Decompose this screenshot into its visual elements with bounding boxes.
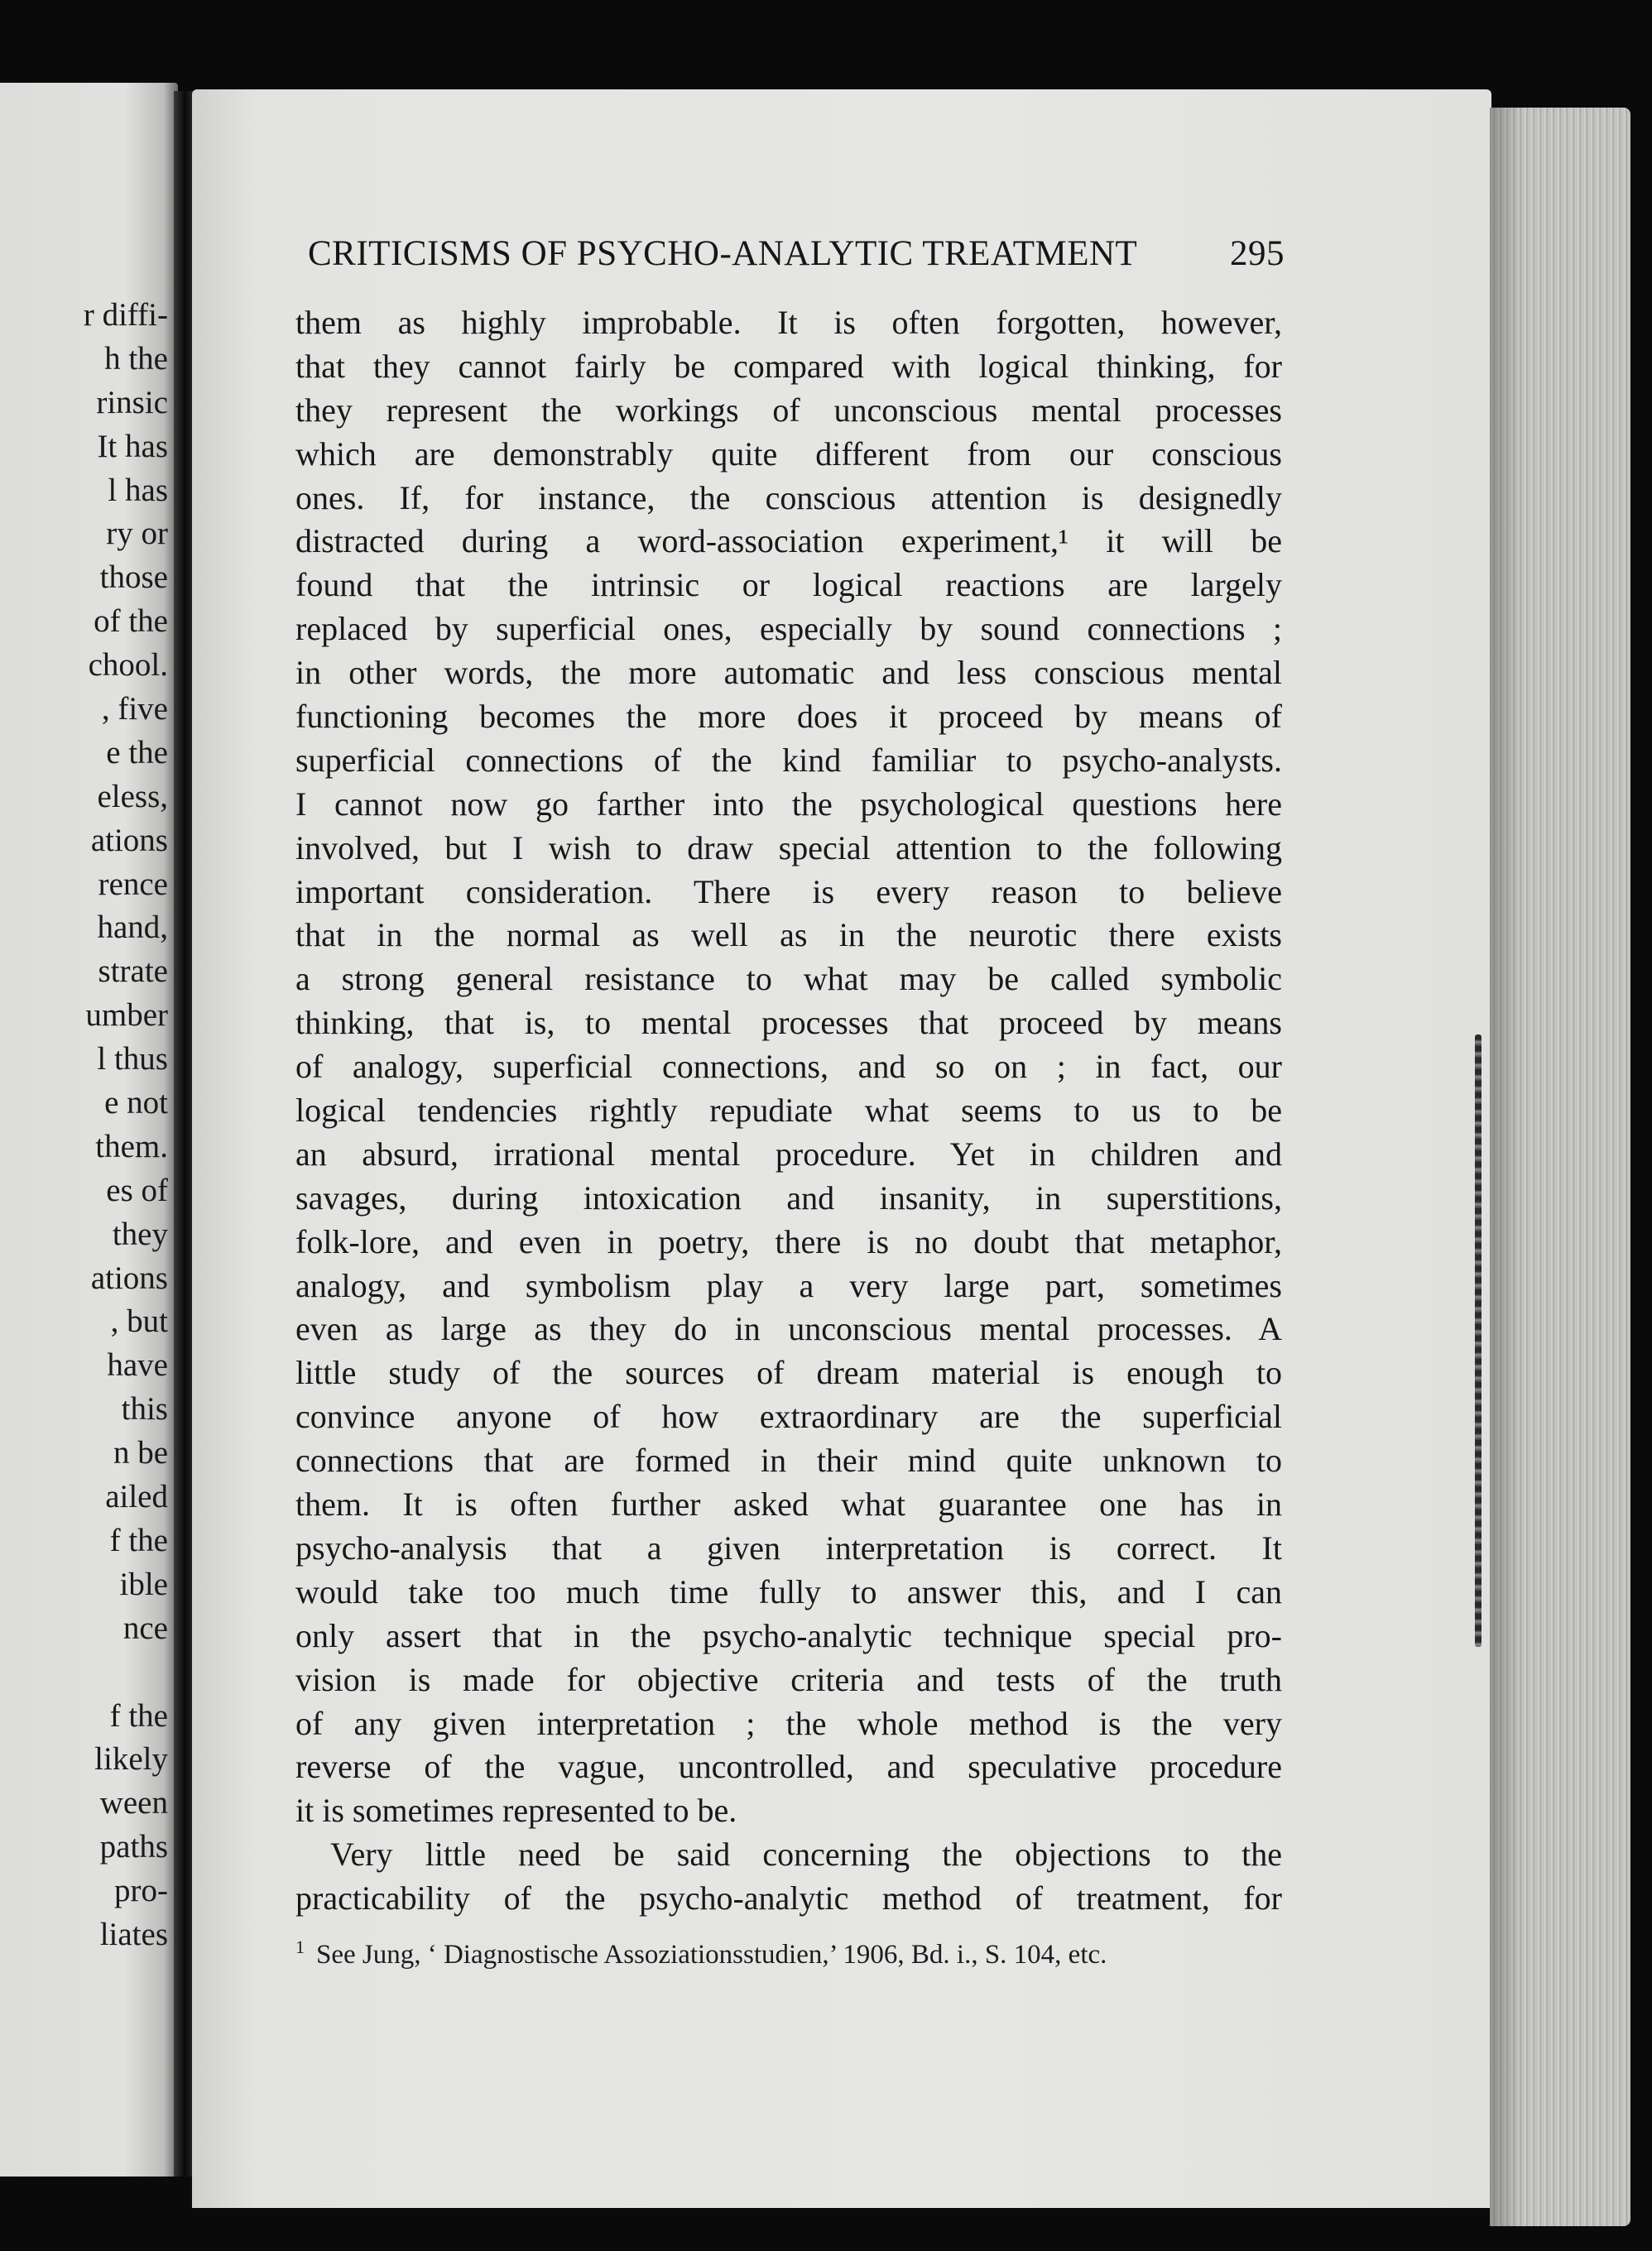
text-line: psycho-analysis that a given interpretation is correct. It (295, 1529, 1282, 1567)
footnote-marker: 1 (295, 1937, 305, 1957)
previous-page-line: It has (97, 428, 168, 464)
previous-page-line: umber (85, 997, 168, 1034)
text-line: that in the normal as well as in the neurotic there exists (295, 916, 1282, 954)
previous-page-line: h the (104, 340, 168, 377)
text-line: that they cannot fairly be compared with logical thinking, for (295, 347, 1282, 385)
previous-page-line: those (99, 559, 168, 596)
previous-page-line: e not (104, 1085, 168, 1121)
previous-page-line: they (112, 1216, 168, 1252)
previous-page (0, 83, 178, 2177)
paragraph-start-line: Very little need be said concerning the objections to the (330, 1836, 1282, 1874)
text-line: important consideration. There is every reason to believe (295, 872, 1282, 910)
previous-page-line: them. (95, 1128, 168, 1164)
text-line: savages, during intoxication and insanity, in superstitions, (295, 1178, 1282, 1217)
previous-page-line: of the (94, 603, 168, 640)
text-line: I cannot now go farther into the psychological questions here (295, 785, 1282, 823)
text-line: folk-lore, and even in poetry, there is no doubt that metaphor, (295, 1222, 1282, 1260)
text-line: found that the intrinsic or logical reactions are largely (295, 566, 1282, 604)
text-line: a strong general resistance to what may be called symbolic (295, 960, 1282, 998)
text-line: connections that are formed in their mind quite unknown to (295, 1442, 1282, 1480)
previous-page-line: , but (110, 1303, 168, 1340)
previous-page-line: ween (99, 1785, 168, 1821)
running-header-title: CRITICISMS OF PSYCHO-ANALYTIC TREATMENT (308, 234, 1138, 273)
previous-page-line: f the (109, 1522, 168, 1558)
text-line: of any given interpretation ; the whole method is the very (295, 1704, 1282, 1742)
text-line: only assert that in the psycho-analytic technique special pro- (295, 1616, 1282, 1654)
text-line: practicability of the psycho-analytic method of treatment, for (295, 1879, 1282, 1917)
previous-page-line: n be (113, 1435, 168, 1471)
bookmark-ribbon (1475, 1034, 1482, 1647)
previous-page-line: e the (106, 734, 168, 770)
page-number: 295 (1230, 234, 1285, 273)
text-line: an absurd, irrational mental procedure. Yet in children and (295, 1135, 1282, 1173)
text-line: superficial connections of the kind familiar to psycho-analysts. (295, 741, 1282, 779)
text-line: vision is made for objective criteria and tests of the truth (295, 1660, 1282, 1698)
paragraph-end-line: it is sometimes represented to be. (295, 1792, 737, 1830)
previous-page-line: nce (122, 1610, 168, 1646)
previous-page-line: liates (99, 1916, 168, 1952)
text-line: ones. If, for instance, the conscious attention is designedly (295, 478, 1282, 516)
previous-page-line: likely (94, 1741, 168, 1778)
previous-page-line: es of (106, 1172, 168, 1208)
previous-page-line: rence (98, 866, 168, 902)
previous-page-line: ible (119, 1566, 168, 1602)
text-line: them. It is often further asked what guarantee one has in (295, 1485, 1282, 1524)
previous-page-line: r diffi- (83, 297, 168, 333)
previous-page-line: f the (109, 1697, 168, 1734)
previous-page-line: l thus (97, 1041, 168, 1078)
text-line: them as highly improbable. It is often forgotten, however, (295, 304, 1282, 341)
text-line: would take too much time fully to answer this, and I can (295, 1572, 1282, 1610)
previous-page-line: ailed (105, 1479, 168, 1515)
previous-page-line: ations (90, 822, 168, 858)
text-line: logical tendencies rightly repudiate what seems to us to be (295, 1092, 1282, 1130)
body-text (295, 301, 1282, 1921)
previous-page-line: rinsic (96, 384, 168, 420)
text-line: analogy, and symbolism play a very large part, sometimes (295, 1266, 1282, 1304)
previous-page-text (2, 294, 168, 1957)
previous-page-line: l has (108, 472, 168, 508)
text-line: convince anyone of how extraordinary are the superficial (295, 1398, 1282, 1436)
running-header (308, 233, 1285, 283)
previous-page-line: chool. (88, 647, 168, 684)
text-line: they represent the workings of unconscious mental processes (295, 391, 1282, 429)
text-line: of analogy, superficial connections, and so on ; in fact, our (295, 1048, 1282, 1086)
fore-edge-shadow (1490, 108, 1523, 2226)
text-line: thinking, that is, to mental processes that proceed by means (295, 1004, 1282, 1042)
previous-page-line: pro- (114, 1873, 168, 1909)
text-line: even as large as they do in unconscious mental processes. A (295, 1310, 1282, 1348)
previous-page-line (2, 1651, 168, 1695)
text-line: reverse of the vague, uncontrolled, and speculative procedure (295, 1748, 1282, 1786)
previous-page-line: hand, (97, 910, 168, 946)
text-line: in other words, the more automatic and less conscious mental (295, 654, 1282, 692)
text-line: which are demonstrably quite different from our conscious (295, 434, 1282, 473)
previous-page-line: ry or (106, 516, 168, 552)
previous-page-line: have (107, 1347, 168, 1384)
footnote (295, 1937, 1282, 1970)
text-line: replaced by superficial ones, especially by sound connections ; (295, 610, 1282, 648)
previous-page-line: ations (90, 1260, 168, 1296)
previous-page-line: , five (101, 691, 168, 727)
previous-page-line: paths (99, 1829, 168, 1865)
text-line: involved, but I wish to draw special attention to the following (295, 828, 1282, 866)
text-line: functioning becomes the more does it proceed by means of (295, 698, 1282, 736)
previous-page-line: this (121, 1391, 168, 1428)
footnote-text: See Jung, ‘ Diagnostische Assoziationsstudien,’ 1906, Bd. i., S. 104, etc. (316, 1940, 1107, 1970)
text-line: distracted during a word-association experiment,¹ it will be (295, 522, 1282, 560)
previous-page-line: strate (98, 953, 168, 990)
text-line: little study of the sources of dream material is enough to (295, 1354, 1282, 1392)
previous-page-line: eless, (97, 778, 168, 814)
